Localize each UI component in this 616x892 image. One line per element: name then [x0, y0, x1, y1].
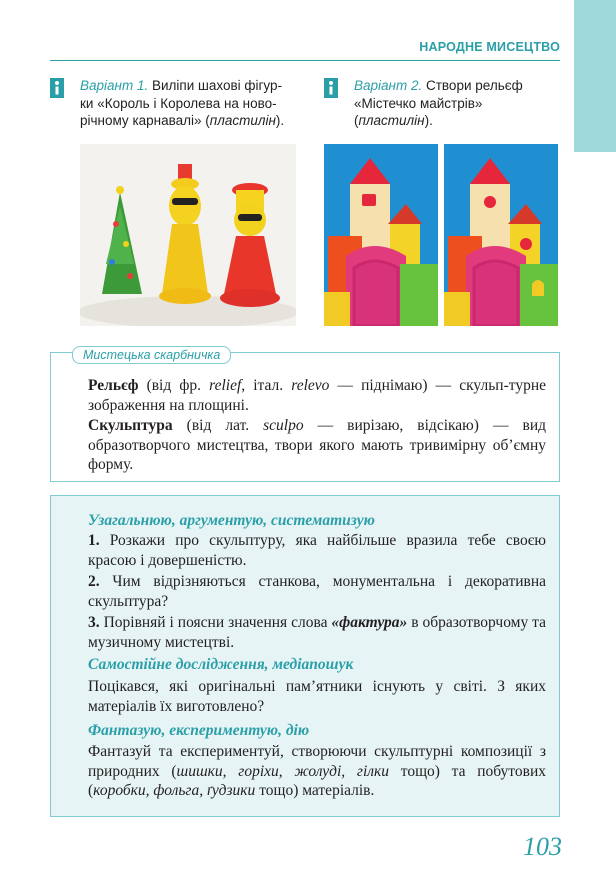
variant-1-title: Варіант 1. — [80, 78, 149, 93]
variant-1 — [50, 77, 312, 130]
question-text: в образотворчому та музичному мистецтві. — [88, 614, 546, 651]
tasks-heading-1: Узагальнюю, аргументую, систематизую — [88, 512, 375, 529]
variant-2-end: ). — [424, 113, 433, 128]
entry-word: relevo — [291, 377, 330, 394]
question-text: Розкажи про скульптуру, яка найбільше вразила тебе своєю красою і довершеністю. — [88, 532, 546, 569]
question-1 — [88, 531, 546, 570]
variant-2-line-2: «Містечко майстрів» — [354, 95, 483, 111]
relief-photo-2 — [444, 144, 558, 326]
info-icon — [324, 78, 338, 98]
corner-tab — [574, 0, 616, 152]
entry-text: — піднімаю) — скульп-турне зображення на площині. — [88, 377, 546, 414]
tasks-heading-3: Фантазую, експериментую, дію — [88, 722, 310, 739]
question-number: 1. — [88, 532, 100, 549]
header-rule — [50, 60, 560, 61]
variant-1-material: пластилін — [209, 113, 276, 128]
fantasy-part: Фантазуй та експериментуй, створюючи скульптурні композиції з природних ( — [88, 743, 546, 780]
variant-2 — [324, 77, 564, 130]
entry-text: — вирізаю, відсікаю) — вид образотворчого мистецтва, твори якого мають тривимірну об’ємну форму. — [88, 417, 546, 473]
variant-2-line-3: ( — [354, 113, 359, 128]
fantasy-natural: шишки, горіхи, жолуді, гілки — [176, 762, 390, 780]
question-number: 2. — [88, 573, 100, 590]
tasks-heading-2: Самостійне дослідження, медіапошук — [88, 656, 354, 673]
glossary-entry-sculpture — [88, 416, 546, 475]
question-emphasis: «фактура» — [331, 614, 408, 631]
entry-word: relief — [209, 377, 242, 394]
variant-2-title: Варіант 2. — [354, 78, 423, 93]
question-text: Порівняй і поясни значення слова — [99, 614, 332, 631]
glossary-entry-relief — [88, 376, 546, 415]
entry-word: sculpo — [263, 417, 304, 434]
variant-1-end: ). — [275, 113, 285, 128]
section-header: НАРОДНЕ МИСЕЦТВО — [419, 40, 560, 54]
variant-1-line-1: Виліпи шахові фігур- — [151, 78, 283, 93]
page-number: 103 — [523, 832, 562, 861]
fantasy-text — [88, 742, 546, 801]
entry-text: , італ. — [241, 377, 292, 394]
research-text: Поцікався, які оригінальні пам’ятники існують у світі. З яких матеріалів їх виготовлено? — [88, 678, 546, 715]
question-number: 3. — [88, 614, 100, 631]
variant-2-material: пластилін — [358, 113, 425, 128]
variant-1-line-2: ки «Король і Королева на ново- — [80, 95, 277, 111]
term-sculpture: Скульптура — [88, 417, 173, 434]
glossary-label: Мистецька скарбничка — [72, 346, 231, 364]
question-3 — [88, 613, 546, 652]
fantasy-part: тощо) матеріалів. — [255, 782, 375, 799]
info-icon — [50, 78, 64, 98]
question-text: Чим відрізняються станкова, монументальна і декоративна скульптура? — [88, 573, 546, 610]
variant-1-line-3: річному карнавалі» ( — [80, 113, 210, 128]
entry-text: (від фр. — [138, 377, 210, 394]
fantasy-part: тощо) та побутових ( — [88, 762, 546, 799]
term-relief: Рельєф — [88, 377, 139, 394]
chess-figures-photo — [80, 144, 296, 326]
question-2 — [88, 572, 546, 611]
variant-2-line-1: Створи рельєф — [425, 78, 523, 93]
relief-photo-1 — [324, 144, 438, 326]
entry-text: (від лат. — [172, 417, 264, 434]
fantasy-household: коробки, фольга, ґудзики — [93, 782, 256, 799]
